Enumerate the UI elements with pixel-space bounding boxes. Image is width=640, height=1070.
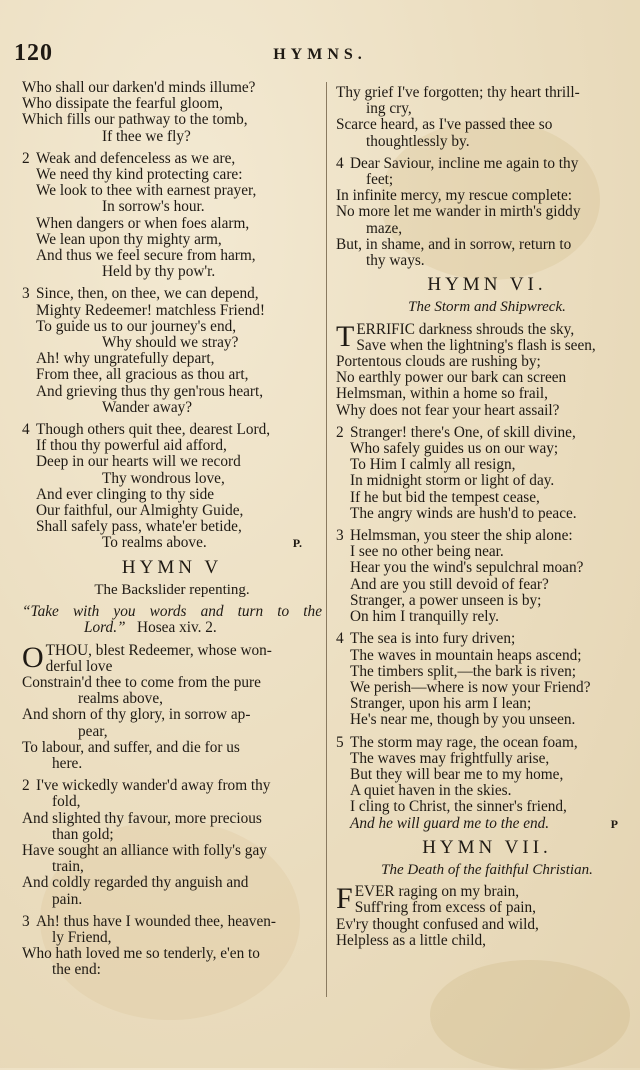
stanza-number: 5 bbox=[336, 733, 344, 751]
verse-line: maze, bbox=[366, 219, 403, 237]
verse-line: train, bbox=[52, 858, 84, 876]
verse-line: Ev'ry thought confused and wild, bbox=[336, 915, 539, 933]
verse-line: Held by thy pow'r. bbox=[102, 263, 216, 281]
verse-line: If thee we fly? bbox=[102, 127, 191, 145]
verse-line: And grieving thus thy gen'rous heart, bbox=[36, 382, 264, 400]
verse-line: Thy wondrous love, bbox=[102, 469, 225, 487]
verse-line: Suff'ring from excess of pain, bbox=[354, 899, 537, 917]
stanza bbox=[336, 85, 638, 150]
verse-line: Helmsman, you steer the ship alone: bbox=[350, 527, 573, 545]
verse-line: The sea is into fury driven; bbox=[350, 630, 516, 648]
verse-line: I cling to Christ, the sinner's friend, bbox=[350, 798, 567, 816]
stanza-number: 3 bbox=[22, 912, 30, 930]
verse-line: But, in shame, and in sorrow, return to bbox=[336, 235, 572, 253]
verse-line: Who shall our darken'd minds illume? bbox=[22, 79, 256, 96]
epigraph: “Take with you words and turn to the bbox=[22, 603, 322, 621]
verse-line: The timbers split,—the bark is riven; bbox=[350, 662, 577, 680]
hymn-subtitle: The Death of the faithful Christian. bbox=[381, 861, 593, 878]
verse-line: pear, bbox=[78, 722, 108, 740]
author-initial: P. bbox=[292, 536, 302, 551]
stanza bbox=[336, 425, 638, 522]
verse-line: thy ways. bbox=[366, 252, 425, 270]
verse-line: If thou thy powerful aid afford, bbox=[36, 437, 227, 455]
verse-line: Portentous clouds are rushing by; bbox=[336, 353, 541, 371]
verse-line: To guide us to our journey's end, bbox=[36, 317, 237, 335]
verse-line: Scarce heard, as I've passed thee so bbox=[336, 116, 553, 134]
verse-line: Why does not fear your heart assail? bbox=[336, 401, 560, 419]
verse-line: And coldly regarded thy anguish and bbox=[22, 874, 249, 892]
verse-line: And shorn of thy glory, in sorrow ap- bbox=[22, 706, 251, 724]
stanza-number: 2 bbox=[336, 423, 344, 441]
verse-line: And slighted thy favour, more precious bbox=[22, 809, 262, 827]
verse-line: Shall safely pass, whate'er betide, bbox=[36, 518, 242, 536]
stanza-number: 2 bbox=[22, 777, 30, 795]
stanza bbox=[336, 156, 638, 269]
verse-line: We lean upon thy mighty arm, bbox=[36, 230, 222, 248]
paper-stain bbox=[430, 960, 630, 1070]
verse-line: Who dissipate the fearful gloom, bbox=[22, 95, 223, 113]
verse-line: Though others quit thee, dearest Lord, bbox=[36, 421, 271, 439]
scripture-reference: Hosea xiv. 2. bbox=[137, 619, 217, 637]
verse-line: Save when the lightning's flash is seen, bbox=[356, 336, 596, 354]
stanza bbox=[336, 528, 638, 625]
verse-line: The waves may frightfully arise, bbox=[350, 749, 550, 767]
author-initial: P bbox=[610, 816, 618, 831]
verse-line: ly Friend, bbox=[52, 928, 112, 946]
drop-cap: F bbox=[336, 882, 353, 916]
verse-line: THOU, blest Redeemer, whose won- bbox=[45, 641, 272, 659]
verse-line: If he but bid the tempest cease, bbox=[350, 488, 540, 506]
verse-line: EVER raging on my brain, bbox=[354, 883, 520, 901]
verse-line: And thus we feel secure from harm, bbox=[36, 247, 256, 265]
verse-line: But they will bear me to my home, bbox=[350, 765, 564, 783]
verse-line: derful love bbox=[45, 657, 113, 675]
hymn-title: HYMN VI. bbox=[427, 274, 547, 296]
verse-line: Have sought an alliance with folly's gay bbox=[22, 841, 267, 859]
verse-line: the end: bbox=[52, 961, 101, 979]
verse-line: Which fills our pathway to the tomb, bbox=[22, 111, 248, 129]
hymn-subtitle: The Backslider repenting. bbox=[94, 581, 250, 598]
verse-line: In infinite mercy, my rescue complete: bbox=[336, 187, 573, 205]
drop-cap: O bbox=[22, 640, 44, 674]
verse-line: Helmsman, within a home so frail, bbox=[336, 385, 548, 403]
stanza-number: 3 bbox=[336, 527, 344, 545]
verse-line: Who hath loved me so tenderly, e'en to bbox=[22, 945, 260, 963]
verse-line: Ah! why ungratefully depart, bbox=[36, 350, 215, 368]
verse-line: than gold; bbox=[52, 825, 114, 843]
stanza bbox=[22, 914, 322, 979]
verse-line: fold, bbox=[52, 793, 81, 811]
verse-line: ing cry, bbox=[366, 100, 412, 118]
stanza bbox=[22, 422, 322, 552]
verse-line: Constrain'd thee to come from the pure bbox=[22, 673, 261, 691]
verse-line: Dear Saviour, incline me again to thy bbox=[350, 154, 579, 172]
verse-line: Who safely guides us on our way; bbox=[350, 440, 559, 458]
verse-line: To realms above. bbox=[102, 534, 207, 552]
verse-line: ERRIFIC darkness shrouds the sky, bbox=[356, 320, 575, 338]
stanza-number: 2 bbox=[22, 149, 30, 167]
verse-line: No more let me wander in mirth's giddy bbox=[336, 203, 581, 221]
verse-line: And he will guard me to the end. bbox=[350, 814, 550, 832]
hymn-subtitle: The Storm and Shipwreck. bbox=[408, 299, 566, 316]
stanza bbox=[336, 884, 638, 949]
verse-line: pain. bbox=[52, 890, 83, 908]
verse-line: And ever clinging to thy side bbox=[36, 485, 215, 503]
drop-cap: T bbox=[336, 319, 355, 353]
stanza bbox=[22, 286, 322, 416]
verse-line: Our faithful, our Almighty Guide, bbox=[36, 502, 244, 520]
verse-line: We need thy kind protecting care: bbox=[36, 166, 243, 184]
verse-line: Since, then, on thee, we can depend, bbox=[36, 285, 259, 303]
verse-line: Ah! thus have I wounded thee, heaven- bbox=[36, 912, 276, 930]
right-column bbox=[336, 85, 638, 955]
verse-line: In midnight storm or light of day. bbox=[350, 472, 555, 490]
column-divider bbox=[326, 82, 327, 997]
verse-line: We look to thee with earnest prayer, bbox=[36, 182, 257, 200]
verse-line: A quiet haven in the skies. bbox=[350, 782, 512, 800]
verse-line: realms above, bbox=[78, 690, 163, 708]
page-header bbox=[0, 40, 640, 68]
epigraph-text: Lord.” bbox=[84, 619, 126, 637]
stanza bbox=[336, 319, 638, 419]
stanza bbox=[22, 640, 322, 773]
verse-line: To Him I calmly all resign, bbox=[350, 456, 516, 474]
running-head: HYMNS. bbox=[273, 46, 367, 63]
verse-line: feet; bbox=[366, 171, 394, 189]
verse-line: To labour, and suffer, and die for us bbox=[22, 738, 240, 756]
hymn-title: HYMN VII. bbox=[422, 836, 552, 858]
verse-line: No earthly power our bark can screen bbox=[336, 369, 567, 387]
verse-line: Weak and defenceless as we are, bbox=[36, 149, 236, 167]
verse-line: Stranger, upon his arm I lean; bbox=[350, 695, 532, 713]
page-number: 120 bbox=[14, 40, 53, 66]
verse-line: The angry winds are hush'd to peace. bbox=[350, 504, 577, 522]
stanza bbox=[22, 151, 322, 281]
verse-line: I've wickedly wander'd away from thy bbox=[36, 777, 271, 795]
stanza bbox=[336, 735, 638, 832]
verse-line: I see no other being near. bbox=[350, 543, 504, 561]
verse-line: When dangers or when foes alarm, bbox=[36, 214, 250, 232]
verse-line: thoughtlessly by. bbox=[366, 132, 470, 150]
verse-line: Helpless as a little child, bbox=[336, 931, 486, 949]
stanza bbox=[22, 80, 322, 145]
verse-line: Wander away? bbox=[102, 398, 193, 416]
stanza bbox=[336, 631, 638, 728]
verse-line: In sorrow's hour. bbox=[102, 198, 205, 216]
verse-line: Hear you the wind's sepulchral moan? bbox=[350, 559, 584, 577]
stanza-number: 4 bbox=[336, 630, 344, 648]
stanza-number: 4 bbox=[22, 421, 30, 439]
verse-line: And are you still devoid of fear? bbox=[350, 575, 549, 593]
verse-line: Deep in our hearts will we record bbox=[36, 453, 241, 471]
left-column bbox=[22, 80, 322, 985]
verse-line: here. bbox=[52, 754, 83, 772]
verse-line: We perish—where is now your Friend? bbox=[350, 678, 591, 696]
hymn-title: HYMN V bbox=[121, 556, 223, 578]
stanza bbox=[22, 778, 322, 908]
verse-line: Thy grief I've forgotten; thy heart thrill- bbox=[336, 85, 580, 101]
verse-line: On him I tranquilly rely. bbox=[350, 608, 499, 626]
verse-line: The waves in mountain heaps ascend; bbox=[350, 646, 582, 664]
verse-line: Why should we stray? bbox=[102, 334, 239, 352]
verse-line: Mighty Redeemer! matchless Friend! bbox=[36, 301, 265, 319]
verse-line: Stranger! there's One, of skill divine, bbox=[350, 423, 576, 441]
verse-line: From thee, all gracious as thou art, bbox=[36, 366, 249, 384]
stanza-number: 3 bbox=[22, 285, 30, 303]
verse-line: He's near me, though by you unseen. bbox=[350, 711, 576, 729]
verse-line: Stranger, a power unseen is by; bbox=[350, 591, 542, 609]
stanza-number: 4 bbox=[336, 154, 344, 172]
epigraph bbox=[22, 620, 322, 636]
verse-line: The storm may rage, the ocean foam, bbox=[350, 733, 578, 751]
